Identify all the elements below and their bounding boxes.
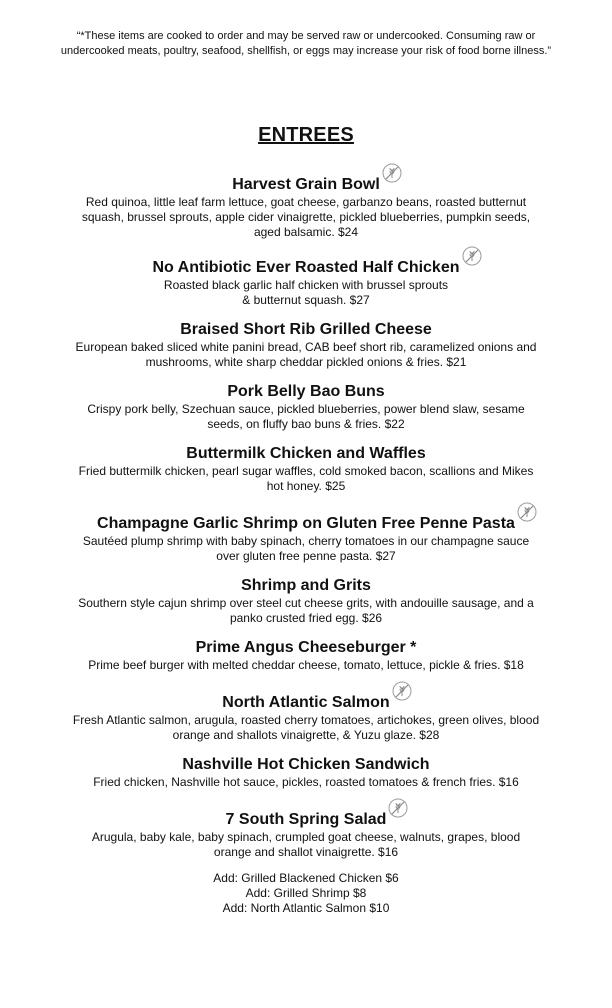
item-name: North Atlantic Salmon <box>222 693 389 713</box>
item-name: Buttermilk Chicken and Waffles <box>186 445 426 462</box>
item-description: Prime beef burger with melted cheddar cheese, tomato, lettuce, pickle & fries. $18 <box>88 658 524 672</box>
item-name: Champagne Garlic Shrimp on Gluten Free Penne Pasta <box>97 514 515 534</box>
item-name: Prime Angus Cheeseburger * <box>195 639 417 656</box>
menu-item <box>60 320 552 370</box>
menu-item <box>60 693 552 743</box>
item-name: Pork Belly Bao Buns <box>227 383 385 400</box>
item-name: Braised Short Rib Grilled Cheese <box>180 321 432 338</box>
item-description-line: Roasted black garlic half chicken with brussel sprouts <box>163 278 449 292</box>
menu-item <box>60 444 552 494</box>
item-description: Fresh Atlantic salmon, arugula, roasted cherry tomatoes, artichokes, green olives, blood orange and shallots vinaigrette, & Yuzu glaze. $28 <box>72 713 540 742</box>
item-name: Shrimp and Grits <box>241 577 371 594</box>
allergen-disclaimer: “*These items are cooked to order and may be served raw or undercooked. Consuming raw or undercooked meats, poultry, seafood, shellfish, or eggs may increase your risk of food borne illness.” <box>60 30 552 57</box>
item-name: Nashville Hot Chicken Sandwich <box>182 756 430 773</box>
gluten-free-icon <box>388 798 408 818</box>
addon-item: Add: Grilled Blackened Chicken $6 <box>213 871 399 885</box>
item-description: Crispy pork belly, Szechuan sauce, pickled blueberries, power blend slaw, sesame seeds, on fluffy bao buns & fries. $22 <box>87 402 525 431</box>
gluten-free-icon <box>462 246 482 266</box>
menu-item <box>60 810 552 860</box>
item-name: Harvest Grain Bowl <box>232 175 380 195</box>
addon-item: Add: Grilled Shrimp $8 <box>245 886 367 900</box>
addon-item: Add: North Atlantic Salmon $10 <box>222 901 390 915</box>
section-title-entrees: ENTREES <box>258 124 354 146</box>
menu-item <box>60 514 552 564</box>
gluten-free-icon <box>382 163 402 183</box>
item-description-line: & butternut squash. $27 <box>242 293 370 307</box>
item-name: No Antibiotic Ever Roasted Half Chicken <box>152 258 459 278</box>
gluten-free-icon <box>392 681 412 701</box>
menu-item <box>60 576 552 626</box>
item-description: Red quinoa, little leaf farm lettuce, goat cheese, garbanzo beans, roasted butternut squash, brussel sprouts, apple cider vinaigrette, pickled blueberries, pumpkin seeds, aged balsamic. $24 <box>81 195 531 239</box>
addons-list <box>60 871 552 916</box>
gluten-free-icon <box>517 502 537 522</box>
menu-item <box>60 258 552 308</box>
menu-item <box>60 382 552 432</box>
item-name: 7 South Spring Salad <box>226 810 387 830</box>
item-description: Southern style cajun shrimp over steel cut cheese grits, with andouille sausage, and a panko crusted fried egg. $26 <box>78 596 534 625</box>
item-description: European baked sliced white panini bread, CAB beef short rib, caramelized onions and mushrooms, white sharp cheddar pickled onions & fries. $21 <box>75 340 537 369</box>
item-description: Arugula, baby kale, baby spinach, crumpled goat cheese, walnuts, grapes, blood orange and shallot vinaigrette. $16 <box>91 830 521 859</box>
item-description: Fried chicken, Nashville hot sauce, pickles, roasted tomatoes & french fries. $16 <box>93 775 519 789</box>
menu-item <box>60 175 552 240</box>
item-description: Sautéed plump shrimp with baby spinach, cherry tomatoes in our champagne sauce over gluten free penne pasta. $27 <box>82 534 530 563</box>
item-description: Fried buttermilk chicken, pearl sugar waffles, cold smoked bacon, scallions and Mikes hot honey. $25 <box>78 464 534 493</box>
menu-item <box>60 755 552 790</box>
menu-item <box>60 638 552 673</box>
